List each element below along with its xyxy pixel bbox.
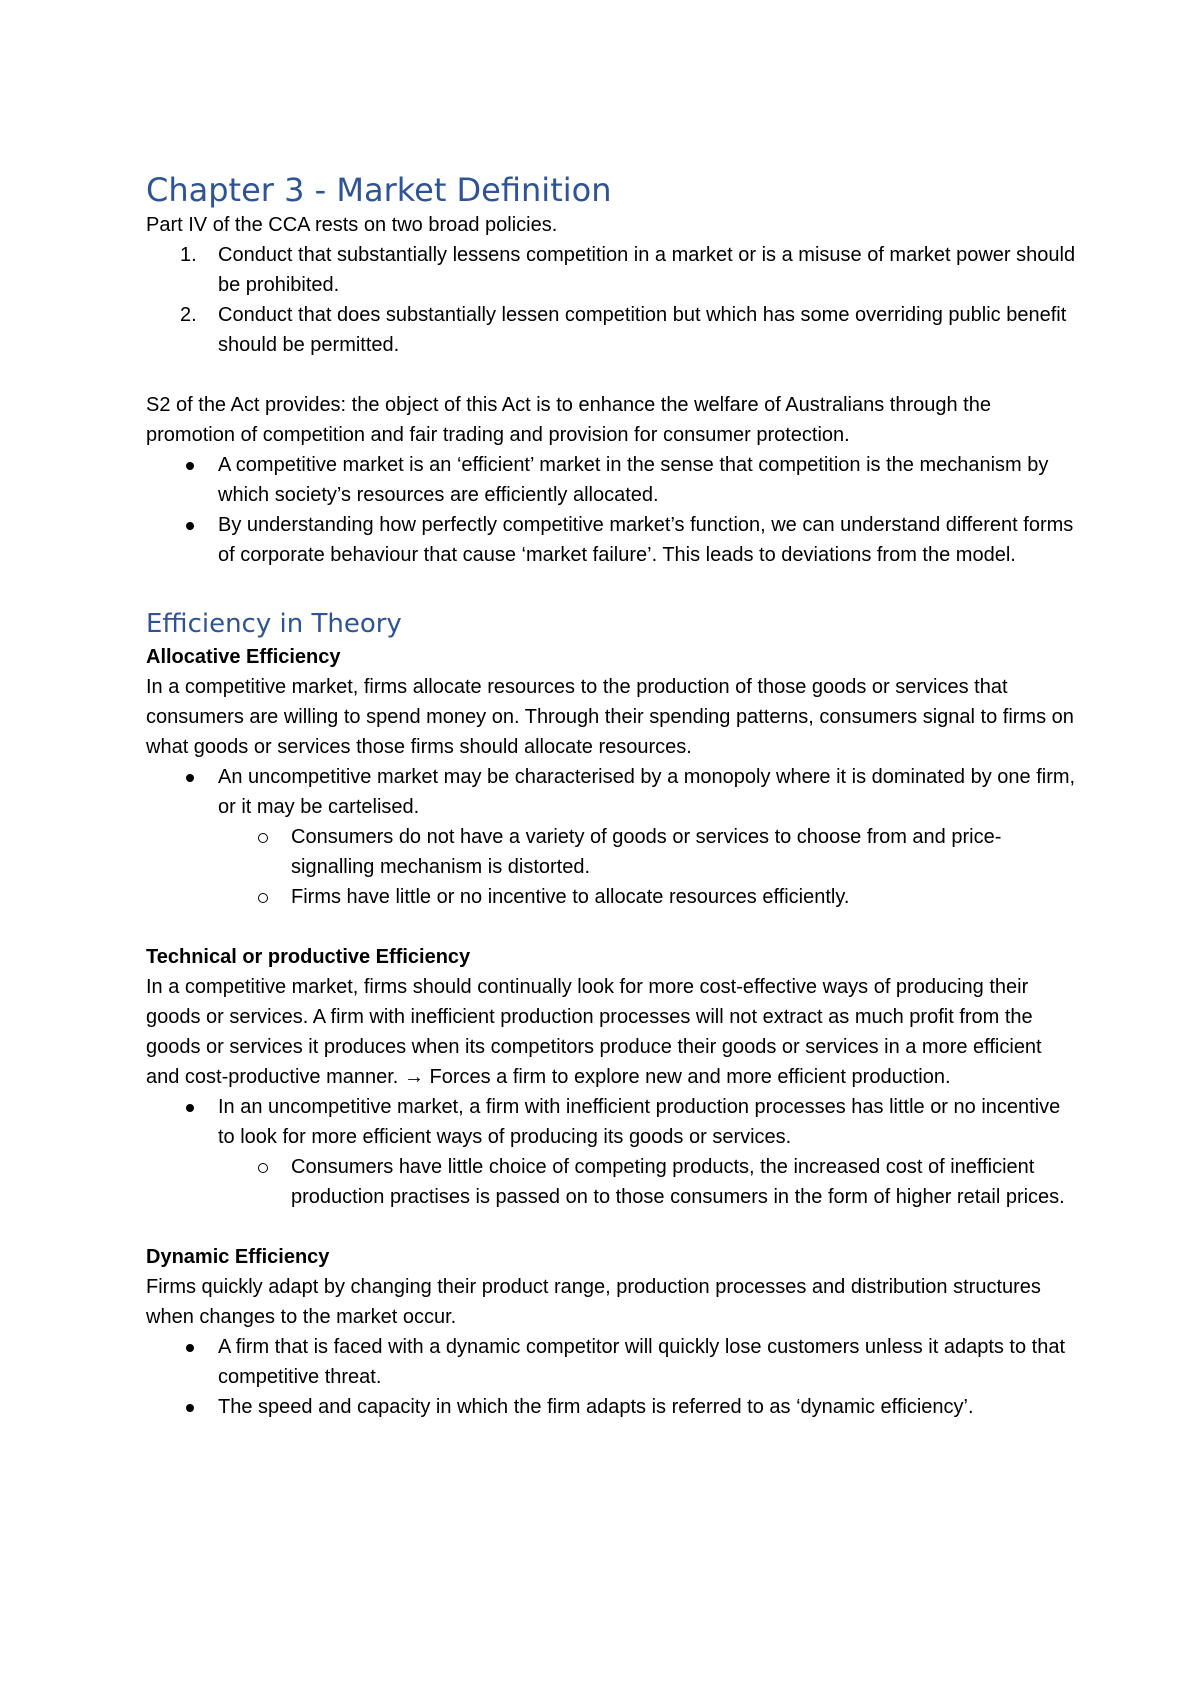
sub-bullet-item <box>146 1152 1076 1212</box>
subsection-heading: Dynamic Efficiency <box>146 1246 330 1268</box>
sub-bullet-item <box>146 882 1076 912</box>
bullet-icon <box>186 462 194 470</box>
bullet-icon <box>186 1104 194 1112</box>
bullet-icon <box>186 522 194 530</box>
document-body <box>146 170 1076 1422</box>
bullet-text: An uncompetitive market may be characterised by a monopoly where it is dominated by one firm, or it may be cartelised. <box>218 766 1076 818</box>
intro-text: Part IV of the CCA rests on two broad policies. <box>146 214 558 236</box>
bullet-item <box>146 1332 1076 1392</box>
section-heading: Efficiency in Theory <box>146 609 402 639</box>
numbered-item <box>146 300 1076 360</box>
technical-text-after: Forces a firm to explore new and more efficient production. <box>429 1066 951 1088</box>
technical-paragraph <box>146 972 1076 1092</box>
bullet-item <box>146 1392 1076 1422</box>
dynamic-paragraph: Firms quickly adapt by changing their product range, production processes and distribution structures when changes to the market occur. <box>146 1276 1041 1328</box>
bullet-text: The speed and capacity in which the firm adapts is referred to as ‘dynamic efficiency’. <box>218 1396 974 1418</box>
bullet-item <box>146 762 1076 822</box>
page-title: Chapter 3 - Market Definition <box>146 171 612 209</box>
bullet-item <box>146 510 1076 570</box>
item-number: 2. <box>180 304 197 326</box>
technical-text: In a competitive market, firms should continually look for more cost-effective ways of producing their goods or services. A firm with inefficient production processes will not extract as much profit from the goods or services it produces when its competitors produce their goods or services in a more efficient and cost-productive manner. <box>146 976 1042 1088</box>
bullet-item <box>146 450 1076 510</box>
bullet-text: A competitive market is an ‘efficient’ market in the sense that competition is the mechanism by which society’s resources are efficiently allocated. <box>218 454 1049 506</box>
subsection-heading: Technical or productive Efficiency <box>146 946 471 968</box>
bullet-icon <box>186 774 194 782</box>
s2-paragraph: S2 of the Act provides: the object of this Act is to enhance the welfare of Australians through the promotion of competition and fair trading and provision for consumer protection. <box>146 394 991 446</box>
bullet-text: A firm that is faced with a dynamic competitor will quickly lose customers unless it adapts to that competitive threat. <box>218 1336 1066 1388</box>
sub-bullet-text: Firms have little or no incentive to allocate resources efficiently. <box>291 886 850 908</box>
bullet-text: By understanding how perfectly competitive market’s function, we can understand different forms of corporate behaviour that cause ‘market failure’. This leads to deviations from the model. <box>218 514 1074 566</box>
sub-bullet-text: Consumers do not have a variety of goods or services to choose from and price-signalling mechanism is distorted. <box>291 826 1002 878</box>
right-arrow-icon: → <box>403 1066 424 1088</box>
bullet-icon <box>186 1344 194 1352</box>
circle-bullet-icon <box>258 893 268 903</box>
sub-bullet-text: Consumers have little choice of competing products, the increased cost of inefficient production practises is passed on to those consumers in the form of higher retail prices. <box>291 1156 1065 1208</box>
allocative-paragraph: In a competitive market, firms allocate resources to the production of those goods or services that consumers are willing to spend money on. Through their spending patterns, consumers signal to firms on what goods or services those firms should allocate resources. <box>146 676 1074 758</box>
item-text: Conduct that substantially lessens competition in a market or is a misuse of market power should be prohibited. <box>218 244 1076 296</box>
subsection-heading: Allocative Efficiency <box>146 646 341 668</box>
bullet-icon <box>186 1404 194 1412</box>
bullet-text: In an uncompetitive market, a firm with inefficient production processes has little or no incentive to look for more efficient ways of producing its goods or services. <box>218 1096 1061 1148</box>
item-number: 1. <box>180 244 197 266</box>
item-text: Conduct that does substantially lessen competition but which has some overriding public benefit should be permitted. <box>218 304 1067 356</box>
bullet-item <box>146 1092 1076 1152</box>
sub-bullet-item <box>146 822 1076 882</box>
numbered-item <box>146 240 1076 300</box>
circle-bullet-icon <box>258 833 268 843</box>
circle-bullet-icon <box>258 1163 268 1173</box>
